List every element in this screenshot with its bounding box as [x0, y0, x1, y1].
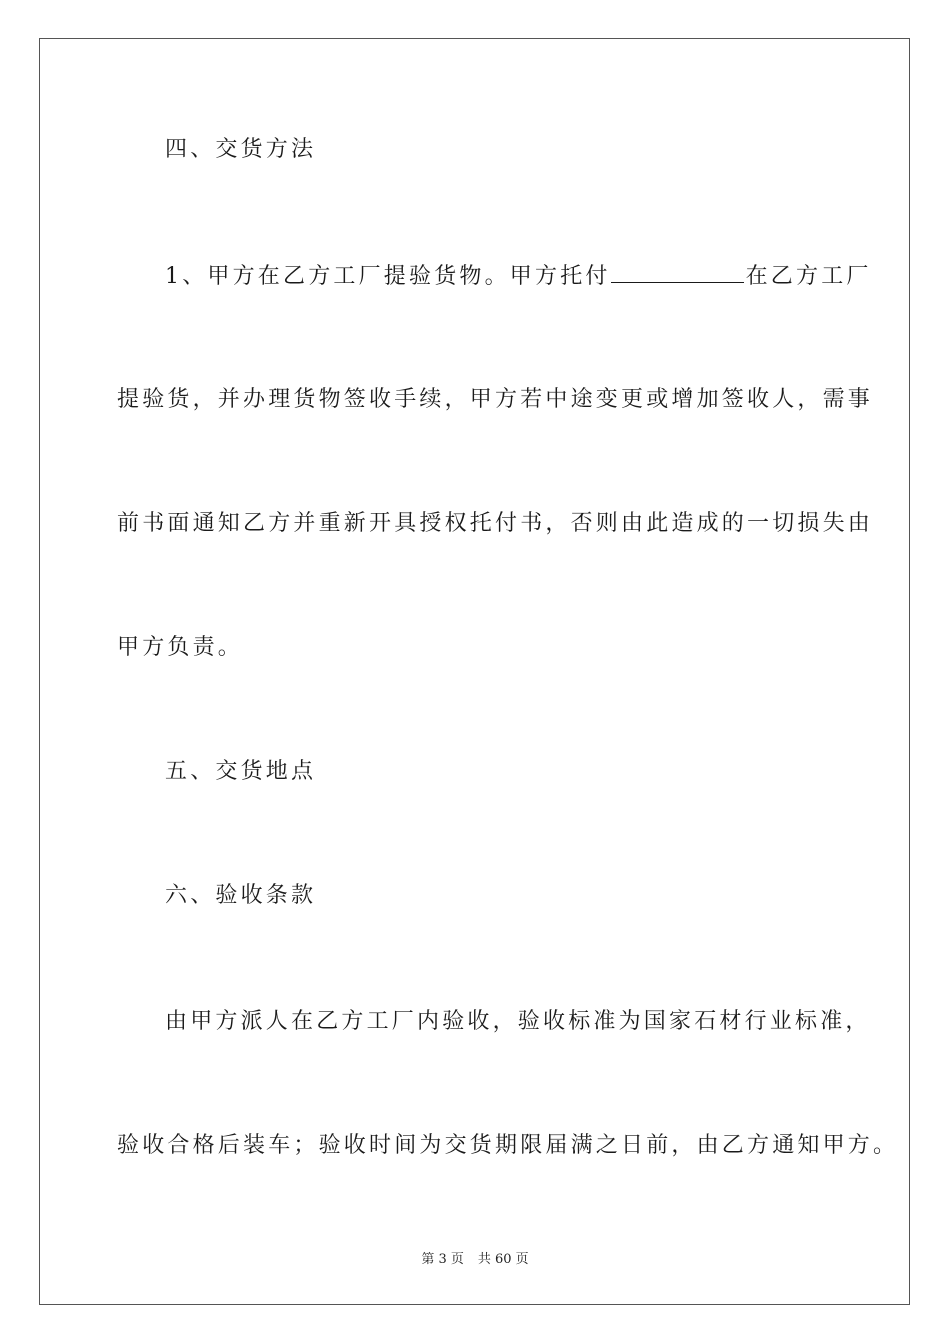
page-border [39, 38, 910, 1305]
section-heading-delivery-location: 五、交货地点 [165, 759, 317, 784]
paragraph-text: 1、甲方在乙方工厂提验货物。甲方托付 [165, 264, 611, 289]
paragraph-line: 验收合格后装车；验收时间为交货期限届满之日前，由乙方通知甲方。 [117, 1133, 899, 1158]
blank-fill-line [611, 263, 744, 283]
paragraph-text: 在乙方工厂 [745, 264, 872, 289]
paragraph-line: 甲方负责。 [117, 635, 244, 660]
section-heading-acceptance-terms: 六、验收条款 [165, 883, 317, 908]
page-footer [0, 1248, 950, 1267]
section-heading-delivery-method: 四、交货方法 [165, 137, 317, 162]
paragraph-line: 提验货，并办理货物签收手续，甲方若中途变更或增加签收人，需事 [117, 387, 874, 412]
page-number: 第 3 页 [421, 1252, 464, 1267]
paragraph-line: 前书面通知乙方并重新开具授权托付书，否则由此造成的一切损失由 [117, 511, 874, 536]
paragraph-line: 由甲方派人在乙方工厂内验收，验收标准为国家石材行业标准， [165, 1009, 871, 1034]
paragraph-line [165, 263, 872, 290]
page-total: 共 60 页 [477, 1252, 529, 1267]
